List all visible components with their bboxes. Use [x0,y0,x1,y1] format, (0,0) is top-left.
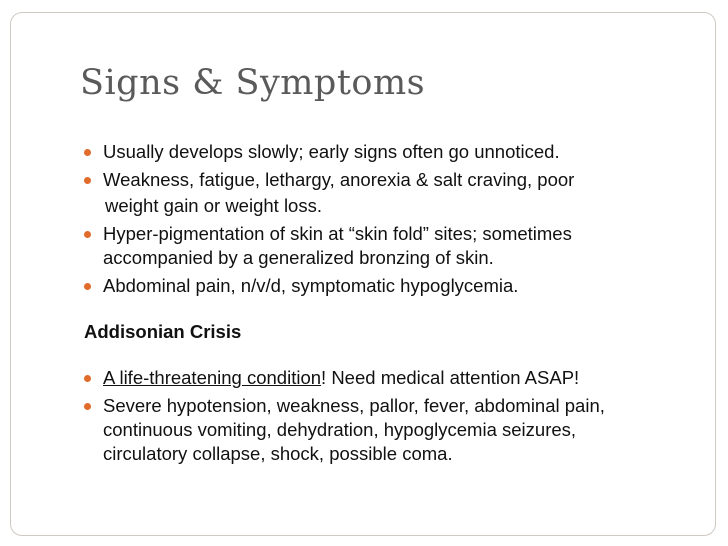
bullet-dot-icon [84,231,91,238]
bullet-item [84,274,684,298]
bullet-text: ! Need medical attention ASAP! [321,367,580,388]
bullet-dot-icon [84,149,91,156]
bullet-text-line: accompanied by a generalized bronzing of skin. [103,247,494,268]
underlined-text: A life-threatening condition [103,367,322,388]
bullet-dot-icon [84,283,91,290]
bullet-item [84,168,684,192]
bullet-text: Weakness, fatigue, lethargy, anorexia & salt craving, poor [103,169,575,190]
bullet-item [84,140,684,164]
section-heading: Addisonian Crisis [84,321,242,342]
bullet-dot-icon [84,177,91,184]
bullet-item [84,222,684,270]
bullet-item [84,394,684,466]
bullet-text-line: Hyper-pigmentation of skin at “skin fold” sites; sometimes [103,223,572,244]
bullet-text-line: continuous vomiting, dehydration, hypoglycemia seizures, [103,419,577,440]
bullet-dot-icon [84,403,91,410]
slide-body [84,140,684,470]
bullet-text: Abdominal pain, n/v/d, symptomatic hypoglycemia. [103,275,519,296]
bullet-text: Usually develops slowly; early signs often go unnoticed. [103,141,560,162]
bullet-item [84,366,684,390]
bullet-text-line: Severe hypotension, weakness, pallor, fever, abdominal pain, [103,395,605,416]
bullet-dot-icon [84,375,91,382]
slide-title: Signs & Symptoms [80,63,426,103]
bullet-text-line: circulatory collapse, shock, possible coma. [103,443,453,464]
bullet-continuation: weight gain or weight loss. [105,195,322,216]
